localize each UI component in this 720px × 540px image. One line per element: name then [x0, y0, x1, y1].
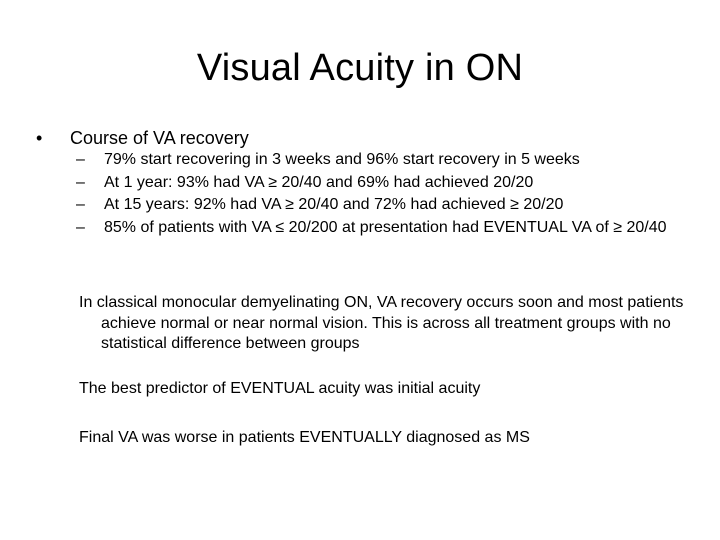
dash-icon: –: [76, 218, 85, 236]
paragraph-best-predictor: The best predictor of EVENTUAL acuity was initial acuity: [79, 380, 481, 397]
paragraph-final-va-ms: Final VA was worse in patients EVENTUALLY diagnosed as MS: [79, 429, 530, 446]
bullet-text: Course of VA recovery: [70, 128, 249, 148]
dash-icon: –: [76, 196, 85, 213]
sub-bullet-text: 79% start recovering in 3 weeks and 96% start recovery in 5 weeks: [104, 151, 580, 168]
sub-bullet-list: [76, 150, 686, 240]
slide-title: Visual Acuity in ON: [196, 47, 524, 89]
sub-bullet-text: At 1 year: 93% had VA ≥ 20/40 and 69% had achieved 20/20: [104, 173, 534, 191]
dash-icon: –: [76, 151, 85, 168]
sub-bullet-item: [76, 173, 686, 194]
paragraph-classical-monocular-on: In classical monocular demyelinating ON, VA recovery occurs soon and most patients achieve normal or near normal vision. This is across all treatment groups with no statistical difference between groups: [79, 294, 684, 352]
sub-bullet-text: At 15 years: 92% had VA ≥ 20/40 and 72% had achieved ≥ 20/20: [104, 196, 564, 213]
sub-bullet-item: [76, 150, 686, 171]
sub-bullet-item: [76, 195, 686, 216]
sub-bullet-item: [76, 218, 686, 239]
dash-icon: –: [76, 173, 85, 191]
bullet-dot-icon: •: [36, 128, 43, 148]
sub-bullet-text: 85% of patients with VA ≤ 20/200 at presentation had EVENTUAL VA of ≥ 20/40: [104, 218, 667, 236]
